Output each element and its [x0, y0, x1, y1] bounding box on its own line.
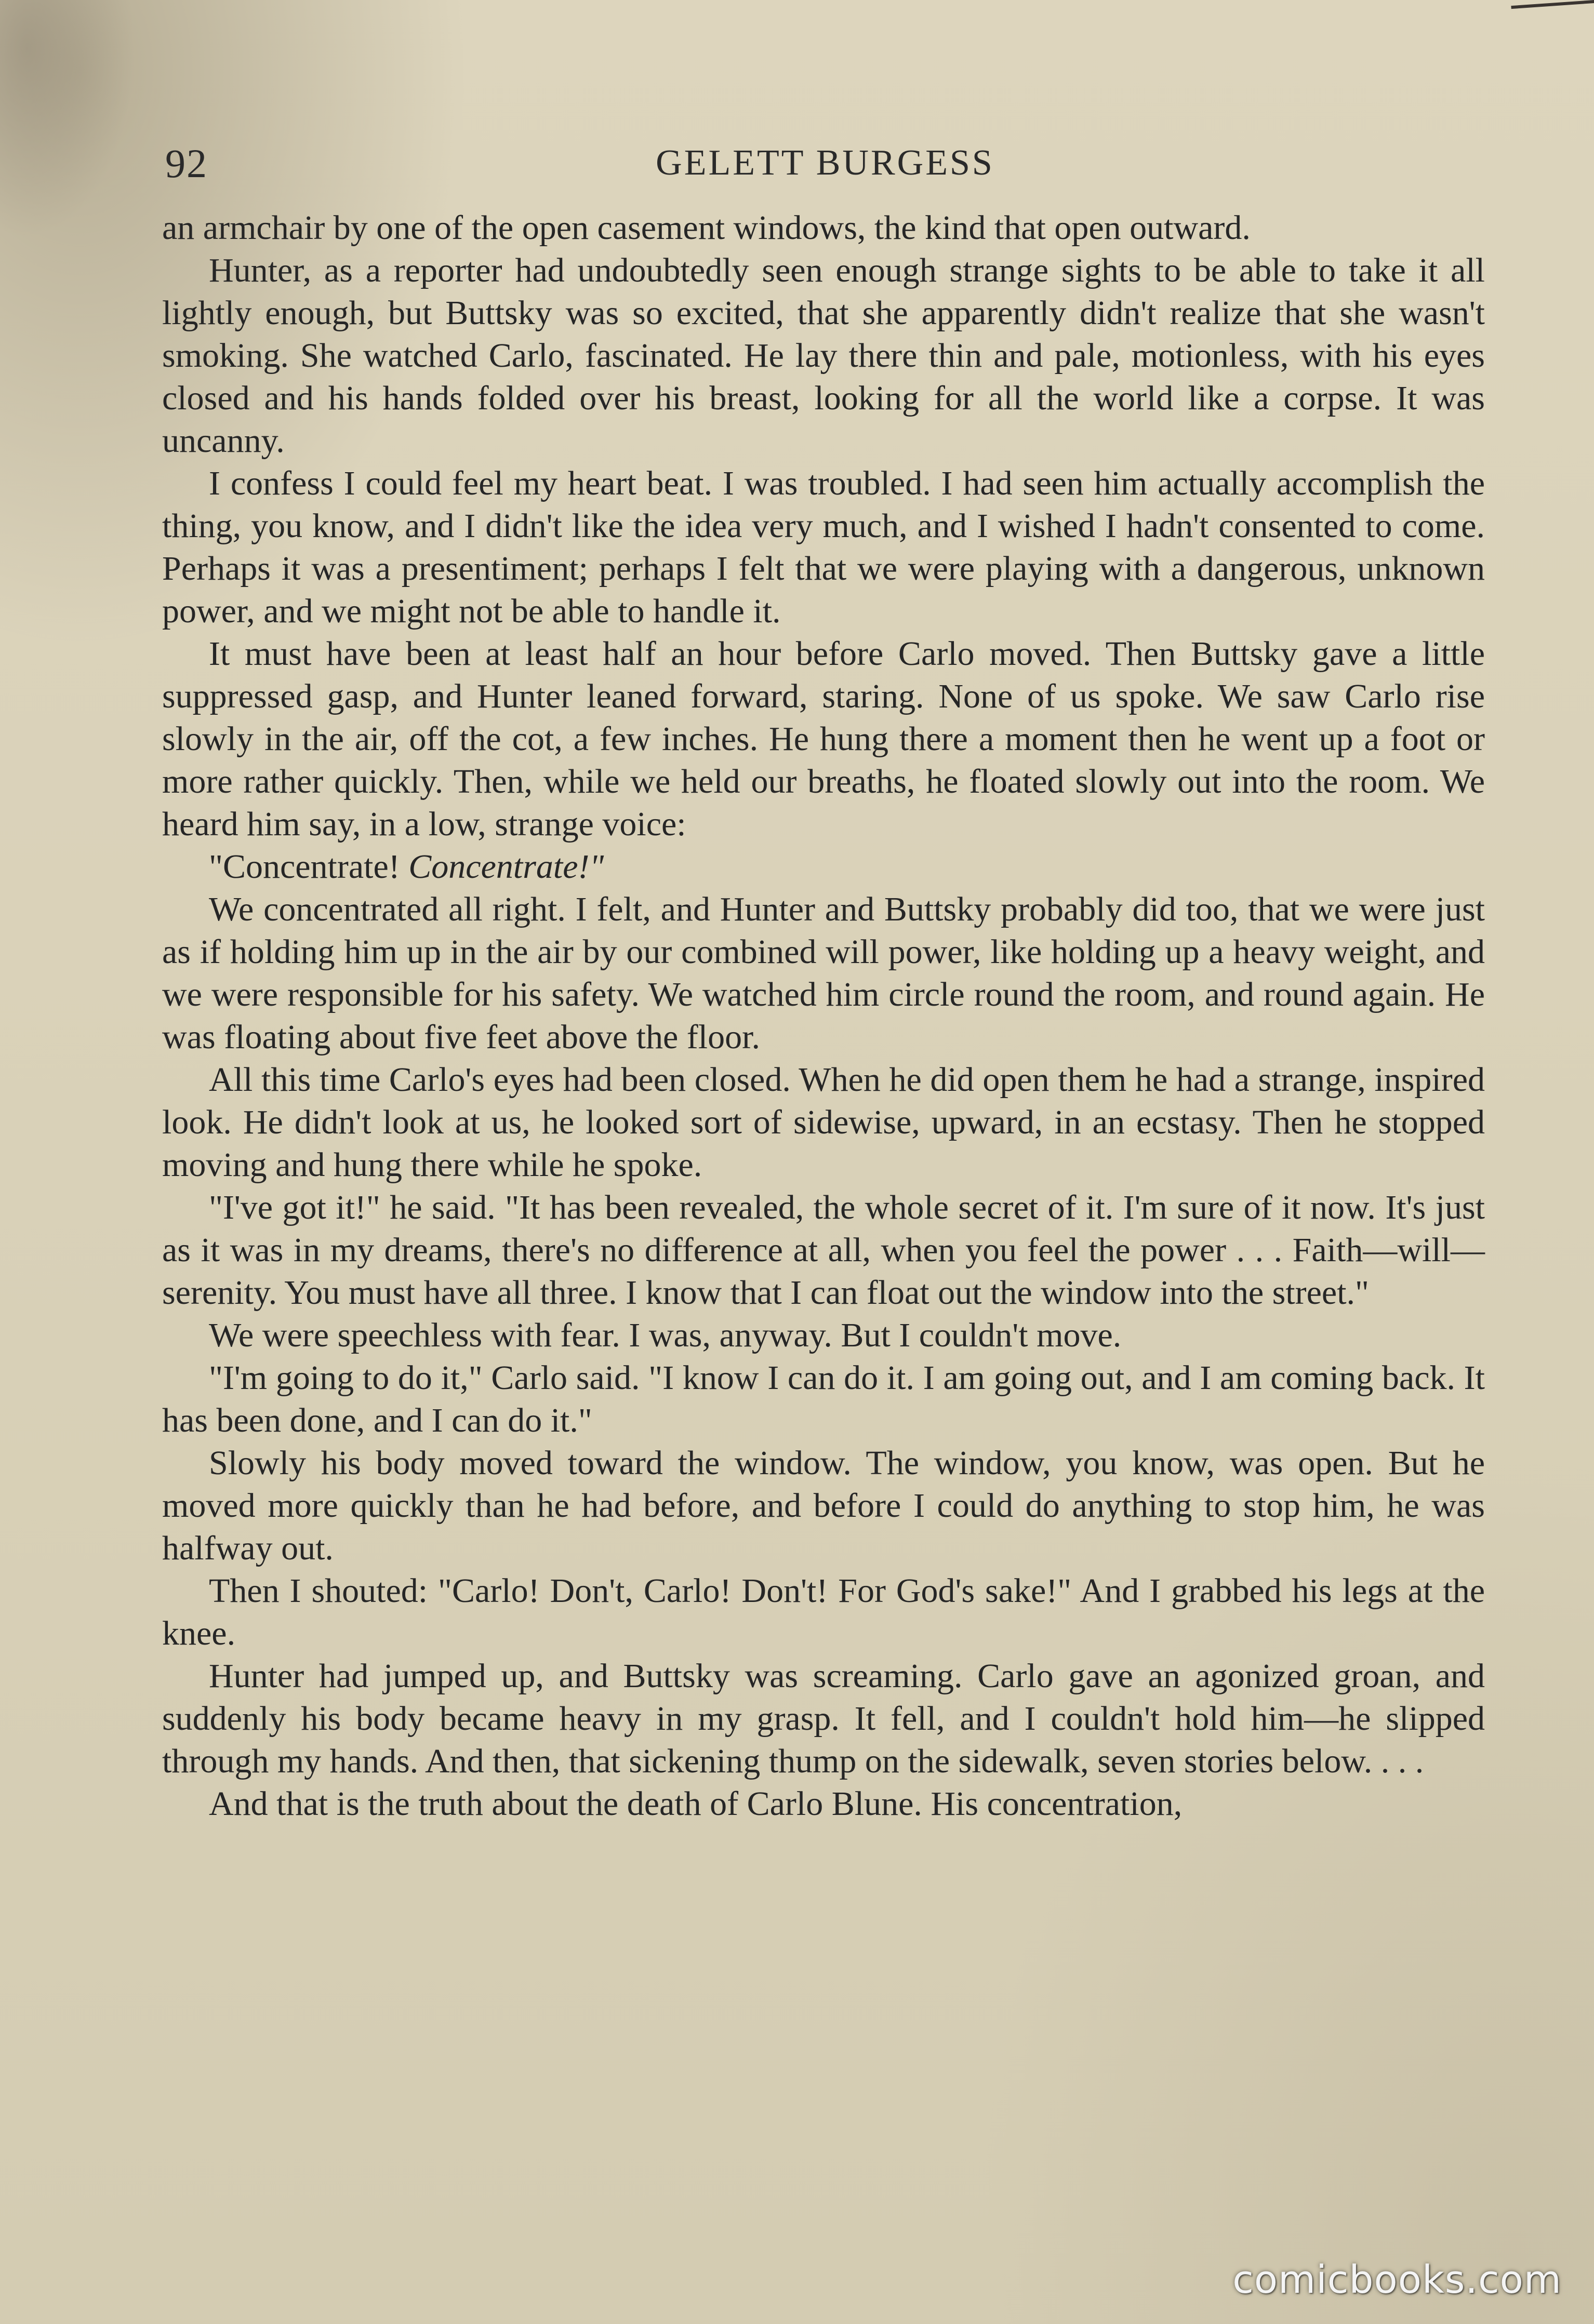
- paragraph-12: Hunter had jumped up, and Buttsky was screaming. Carlo gave an agonized groan, and suddenly his body became heavy in my grasp. It fell, and I couldn't hold him—he slipped through my hands. And then, that sickening thump on the sidewalk, seven stories below. . . .: [162, 1657, 1485, 1780]
- paragraph-10: Slowly his body moved toward the window. The window, you know, was open. But he moved more quickly than he had before, and before I could do anything to stop him, he was halfway out.: [162, 1444, 1485, 1567]
- body-text: [162, 207, 1485, 2175]
- paragraph-7: "I've got it!" he said. "It has been revealed, the whole secret of it. I'm sure of it now. It's just as it was in my dreams, there's no difference at all, when you feel the power . . . Faith—will—serenity. You must have all three. I know that I can float out the window into the street.": [162, 1188, 1485, 1312]
- paragraph-11: Then I shouted: "Carlo! Don't, Carlo! Don't! For God's sake!" And I grabbed his legs at the knee.: [162, 1572, 1485, 1652]
- paragraph-8: We were speechless with fear. I was, anyway. But I couldn't move.: [209, 1316, 1122, 1354]
- page-number: 92: [165, 141, 208, 186]
- paragraph-13: And that is the truth about the death of Carlo Blune. His concentration,: [209, 1785, 1183, 1823]
- quote-line: [162, 846, 1485, 888]
- paragraph-6: All this time Carlo's eyes had been closed. When he did open them he had a strange, inspired look. He didn't look at us, he looked sort of sidewise, upward, in an ecstasy. Then he stopped moving and hung there while he spoke.: [162, 1061, 1485, 1184]
- paragraph-4: It must have been at least half an hour before Carlo moved. Then Buttsky gave a little suppressed gasp, and Hunter leaned forward, staring. None of us spoke. We saw Carlo rise slowly in the air, off the cot, a few inches. He hung there a moment then he went up a foot or more rather quickly. Then, while we held our breaths, he floated slowly out into the room. We heard him say, in a low, strange voice:: [162, 635, 1485, 843]
- paragraph-1: an armchair by one of the open casement windows, the kind that open outward.: [162, 209, 1251, 247]
- paragraph-9: "I'm going to do it," Carlo said. "I know I can do it. I am going out, and I am coming back. It has been done, and I can do it.": [162, 1359, 1485, 1439]
- running-head: GELETT BURGESS: [656, 143, 994, 183]
- quote-line-prefix: "Concentrate!: [209, 848, 409, 886]
- watermark: comicbooks.com: [1232, 2258, 1562, 2302]
- paragraph-3: I confess I could feel my heart beat. I was troubled. I had seen him actually accomplish the thing, you know, and I didn't like the idea very much, and I wished I hadn't consented to come. Perhaps it was a presentiment; perhaps I felt that we were playing with a dangerous, unknown power, and we might not be able to handle it.: [162, 464, 1485, 630]
- paragraph-2: Hunter, as a reporter had undoubtedly seen enough strange sights to be able to take it all lightly enough, but Buttsky was so excited, that she apparently didn't realize that she wasn't smoking. She watched Carlo, fascinated. He lay there thin and pale, motionless, with his eyes closed and his hands folded over his breast, looking for all the world like a corpse. It was uncanny.: [162, 251, 1485, 460]
- paragraph-5: We concentrated all right. I felt, and Hunter and Buttsky probably did too, that we were just as if holding him up in the air by our combined will power, like holding up a heavy weight, and we were responsible for his safety. We watched him circle round the room, and round again. He was floating about five feet above the floor.: [162, 890, 1485, 1056]
- quote-line-emphasis: Concentrate!": [408, 848, 604, 886]
- page-stain: [0, 0, 135, 239]
- corner-mark: [1511, 0, 1594, 30]
- page-header: [165, 140, 1485, 197]
